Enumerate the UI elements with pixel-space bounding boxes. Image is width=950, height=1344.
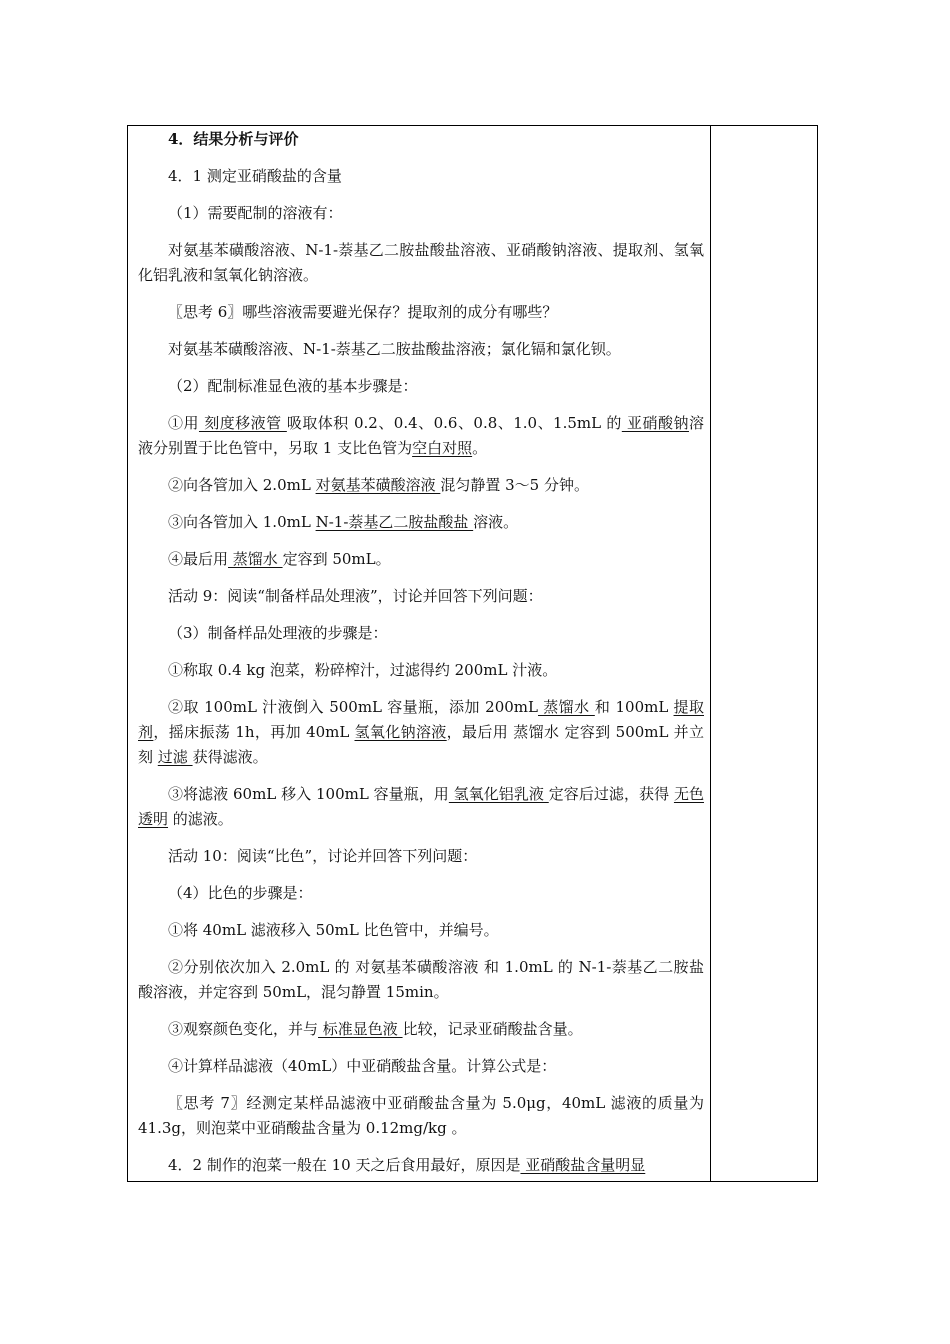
paragraph bbox=[138, 782, 704, 832]
text-run: ③观察颜色变化，并与 bbox=[168, 1020, 319, 1038]
text-run: （4）比色的步骤是： bbox=[168, 884, 313, 902]
text-run: 比较，记录亚硝酸盐含量。 bbox=[402, 1020, 583, 1038]
text-run: （1）需要配制的溶液有： bbox=[168, 204, 343, 222]
section-heading: 4．结果分析与评价 bbox=[168, 130, 299, 148]
paragraph bbox=[138, 337, 704, 362]
text-run: 对氨基苯磺酸溶液、N-1-萘基乙二胺盐酸盐溶液、亚硝酸钠溶液、提取剂、氢氧化铝乳液和氢氧化钠溶液。 bbox=[138, 241, 704, 284]
document-table bbox=[127, 125, 818, 1182]
text-run: 。 bbox=[472, 439, 488, 457]
paragraph bbox=[138, 955, 704, 1005]
text-run: ②取 100mL 汁液倒入 500mL 容量瓶，添加 200mL bbox=[168, 698, 538, 716]
underlined-answer: 过滤 bbox=[157, 748, 193, 766]
paragraph bbox=[138, 374, 704, 399]
text-run: ②向各管加入 2.0mL bbox=[168, 476, 316, 494]
text-run: ④最后用 bbox=[168, 550, 229, 568]
underlined-answer: 无色透明 bbox=[138, 785, 704, 828]
text-run: 溶液分别置于比色管中，另取 1 支比色管为 bbox=[138, 414, 704, 457]
paragraph bbox=[138, 127, 704, 152]
paragraph bbox=[138, 300, 704, 325]
text-run: ③将滤液 60mL 移入 100mL 容量瓶，用 bbox=[168, 785, 449, 803]
text-run: 获得滤液。 bbox=[192, 748, 268, 766]
underlined-answer: 空白对照 bbox=[412, 439, 473, 457]
underlined-answer: 蒸馏水 bbox=[538, 698, 595, 716]
paragraph bbox=[138, 547, 704, 572]
underlined-answer: 刻度移液管 bbox=[198, 414, 287, 432]
text-run: 活动 10：阅读“比色”，讨论并回答下列问题： bbox=[168, 847, 478, 865]
underlined-answer: N-1-萘基乙二胺盐酸盐 bbox=[315, 513, 474, 531]
text-run: 对氨基苯磺酸溶液、N-1-萘基乙二胺盐酸盐溶液；氯化镉和氯化钡。 bbox=[168, 340, 621, 358]
text-run: ②分别依次加入 2.0mL 的 对氨基苯磺酸溶液 和 1.0mL 的 N-1-萘基乙二胺盐酸溶液，并定容到 50mL，混匀静置 15min。 bbox=[138, 958, 704, 1001]
paragraph bbox=[138, 621, 704, 646]
text-run: ，最后用 蒸馏水 定容到 500mL 并立刻 bbox=[138, 723, 704, 766]
paragraph bbox=[138, 473, 704, 498]
paragraph bbox=[138, 510, 704, 535]
text-run: ③向各管加入 1.0mL bbox=[168, 513, 316, 531]
text-run: 定容后过滤，获得 bbox=[548, 785, 674, 803]
text-run: 和 100mL bbox=[594, 698, 674, 716]
underlined-answer: 蒸馏水 bbox=[228, 550, 283, 568]
underlined-answer: 氢氧化钠溶液 bbox=[354, 723, 447, 741]
text-run: ①称取 0.4 kg 泡菜，粉碎榨汁，过滤得约 200mL 汁液。 bbox=[168, 661, 558, 679]
text-run: 溶液。 bbox=[473, 513, 519, 531]
document-body bbox=[138, 126, 704, 1190]
paragraph bbox=[138, 695, 704, 770]
paragraph bbox=[138, 1091, 704, 1141]
text-run: 4．1 测定亚硝酸盐的含量 bbox=[168, 167, 342, 185]
text-run: 4．2 制作的泡菜一般在 10 天之后食用最好，原因是 bbox=[168, 1156, 521, 1174]
text-run: （2）配制标准显色液的基本步骤是： bbox=[168, 377, 418, 395]
paragraph bbox=[138, 164, 704, 189]
text-run: 混匀静置 3～5 分钟。 bbox=[440, 476, 589, 494]
text-run: 〖思考 6〗哪些溶液需要避光保存？提取剂的成分有哪些？ bbox=[168, 303, 558, 321]
text-run: （3）制备样品处理液的步骤是： bbox=[168, 624, 388, 642]
paragraph bbox=[138, 1054, 704, 1079]
underlined-answer: 亚硝酸钠 bbox=[621, 414, 689, 432]
paragraph bbox=[138, 918, 704, 943]
paragraph bbox=[138, 238, 704, 288]
underlined-answer: 标准显色液 bbox=[318, 1020, 403, 1038]
paragraph bbox=[138, 881, 704, 906]
text-run: ，摇床振荡 1h，再加 40mL bbox=[153, 723, 355, 741]
underlined-answer: 对氨基苯磺酸溶液 bbox=[315, 476, 441, 494]
text-run: ①将 40mL 滤液移入 50mL 比色管中，并编号。 bbox=[168, 921, 499, 939]
column-divider bbox=[710, 126, 711, 1181]
paragraph bbox=[138, 658, 704, 683]
paragraph bbox=[138, 584, 704, 609]
paragraph bbox=[138, 411, 704, 461]
text-run: 〖思考 7〗经测定某样品滤液中亚硝酸盐含量为 5.0μg，40mL 滤液的质量为 41.3g，则泡菜中亚硝酸盐含量为 0.12mg/kg 。 bbox=[138, 1094, 704, 1137]
underlined-answer: 提取剂 bbox=[138, 698, 704, 741]
paragraph bbox=[138, 844, 704, 869]
paragraph bbox=[138, 1153, 704, 1178]
text-run: 活动 9：阅读“制备样品处理液”，讨论并回答下列问题： bbox=[168, 587, 543, 605]
underlined-answer: 氢氧化铝乳液 bbox=[448, 785, 549, 803]
text-run: 定容到 50mL。 bbox=[282, 550, 391, 568]
text-run: 吸取体积 0.2、0.4、0.6、0.8、1.0、1.5mL 的 bbox=[286, 414, 622, 432]
text-run: ④计算样品滤液（40mL）中亚硝酸盐含量。计算公式是： bbox=[168, 1057, 557, 1075]
text-run: ①用 bbox=[168, 414, 199, 432]
underlined-answer: 亚硝酸盐含量明显 bbox=[520, 1156, 646, 1174]
text-run: 的滤液。 bbox=[168, 810, 233, 828]
paragraph bbox=[138, 1017, 704, 1042]
paragraph bbox=[138, 201, 704, 226]
